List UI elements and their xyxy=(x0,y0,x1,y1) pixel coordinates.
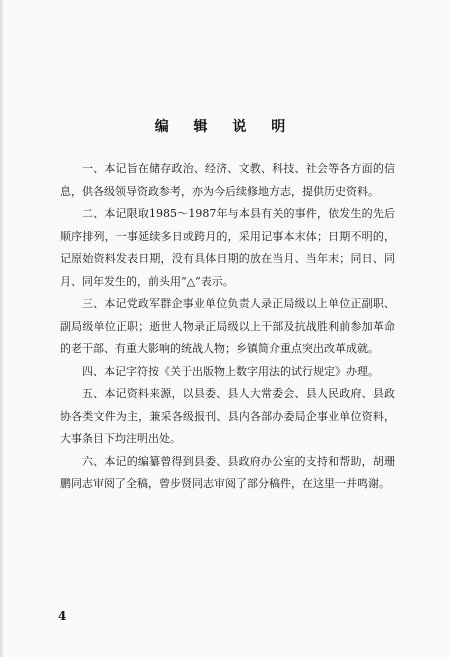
page-title: 编 辑 说 明 xyxy=(154,119,296,135)
note-paragraph-4: 四、本记字符按《关于出版物上数字用法的试行规定》办理。 xyxy=(82,364,379,378)
page-number: 4 xyxy=(58,609,67,623)
note-paragraph-6: 六、本记的编纂曾得到县委、县政府办公室的支持和帮助，胡珊鹏同志审阅了全稿，曾步贤同志审阅了部分稿件，在这里一并鸣谢。 xyxy=(60,454,395,490)
scan-edge xyxy=(0,0,4,657)
editorial-notes xyxy=(60,158,395,496)
note-paragraph-5: 五、本记资料来源，以县委、县人大常委会、县人民政府、县政协各类文件为主，兼采各级报刊、县内各部办委局企事业单位资料，大事条目下均注明出处。 xyxy=(60,387,395,445)
note-paragraph-3: 三、本记党政军群企事业单位负责人录正局级以上单位正副职、副局级单位正职；逝世人物录正局级以上干部及抗战胜利前参加革命的老干部、有重大影响的统战人物；乡镇简介重点突出改革成就。 xyxy=(60,297,395,355)
note-paragraph-2: 二、本记限取1985～1987年与本县有关的事件，依发生的先后顺序排列，一事延续多日或跨月的，采用记事本末体；日期不明的，记原始资料发表日期，没有具体日期的放在当月、当年末；同日、同月、同年发生的，前头用“△”表示。 xyxy=(60,207,395,288)
note-paragraph-1: 一、本记旨在储存政治、经济、文教、科技、社会等各方面的信息，供各级领导资政参考，亦为今后续修地方志，提供历史资料。 xyxy=(60,162,395,198)
